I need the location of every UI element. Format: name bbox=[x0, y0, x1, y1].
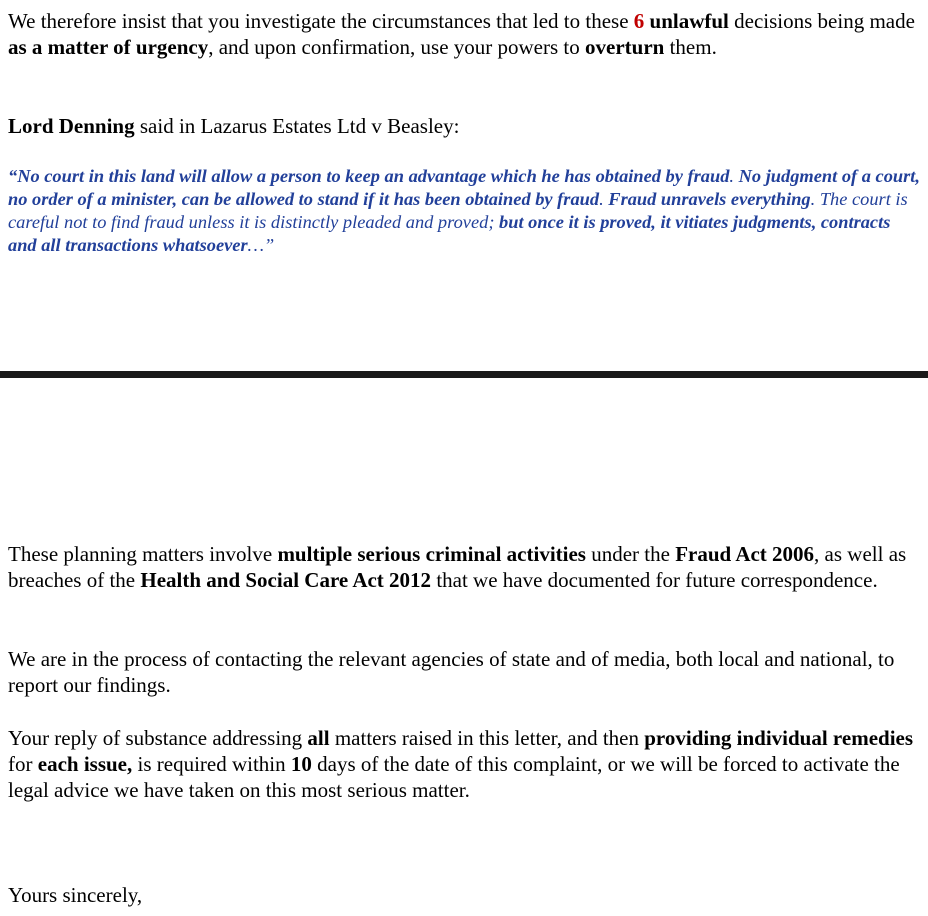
reply-paragraph bbox=[8, 725, 920, 803]
agencies-paragraph bbox=[8, 646, 920, 698]
text-run: Your reply of substance addressing bbox=[8, 726, 308, 750]
decision-count: 6 bbox=[633, 9, 645, 33]
bold-run: Lord Denning bbox=[8, 114, 135, 138]
text-run: We are in the process of contacting the relevant agencies of state and of media, both local and national, to report our findings. bbox=[8, 647, 895, 697]
text-run: , as well as breaches of the bbox=[8, 542, 907, 592]
text-run: …” bbox=[247, 235, 275, 255]
bold-run: unlawful bbox=[649, 9, 729, 33]
bold-run: “No court in this land will allow a person to keep an advantage which he has obtained by fraud bbox=[8, 166, 730, 186]
text-run: days of the date of this complaint, or we will be forced to activate the legal advice we have taken on this most serious matter. bbox=[8, 752, 900, 802]
text-run: under the bbox=[585, 542, 676, 566]
text-run: them. bbox=[664, 35, 717, 59]
page-divider bbox=[0, 371, 928, 378]
text-run: for bbox=[8, 752, 38, 776]
closing-line: Yours sincerely, bbox=[8, 883, 143, 907]
text-run: that we have documented for future correspondence. bbox=[431, 568, 878, 592]
criminal-paragraph bbox=[8, 541, 920, 593]
bold-run: 10 bbox=[290, 752, 312, 776]
text-run: , and upon confirmation, use your powers to bbox=[208, 35, 585, 59]
text-run: said in Lazarus Estates Ltd v Beasley: bbox=[134, 114, 460, 138]
bold-run: No judgment of a court, no order of a minister, can be allowed to stand if it has been obtained by fraud bbox=[8, 166, 920, 209]
text-run: . bbox=[599, 189, 609, 209]
denning-intro bbox=[8, 113, 920, 139]
bold-run: each issue, bbox=[37, 752, 133, 776]
bold-run: Fraud unravels everything bbox=[608, 189, 811, 209]
bold-run: as a matter of urgency bbox=[8, 35, 209, 59]
bold-run: providing individual remedies bbox=[644, 726, 914, 750]
bold-run: Health and Social Care Act 2012 bbox=[140, 568, 432, 592]
bold-run: but once it is proved, it vitiates judgments, contracts and all transactions whatsoever bbox=[8, 212, 891, 255]
denning-quote bbox=[8, 165, 920, 257]
text-run: decisions being made bbox=[728, 9, 915, 33]
text-run: . bbox=[729, 166, 739, 186]
bold-run: Fraud Act 2006 bbox=[675, 542, 815, 566]
text-run: We therefore insist that you investigate the circumstances that led to these bbox=[8, 9, 634, 33]
bold-run: overturn bbox=[585, 35, 665, 59]
bold-run: all bbox=[307, 726, 330, 750]
text-run: matters raised in this letter, and then bbox=[329, 726, 645, 750]
bold-run: multiple serious criminal activities bbox=[277, 542, 586, 566]
insist-paragraph bbox=[8, 8, 920, 60]
text-run: is required within bbox=[132, 752, 291, 776]
text-run: These planning matters involve bbox=[8, 542, 278, 566]
text-run: . The court is careful not to find fraud unless it is distinctly pleaded and proved; bbox=[8, 189, 908, 232]
